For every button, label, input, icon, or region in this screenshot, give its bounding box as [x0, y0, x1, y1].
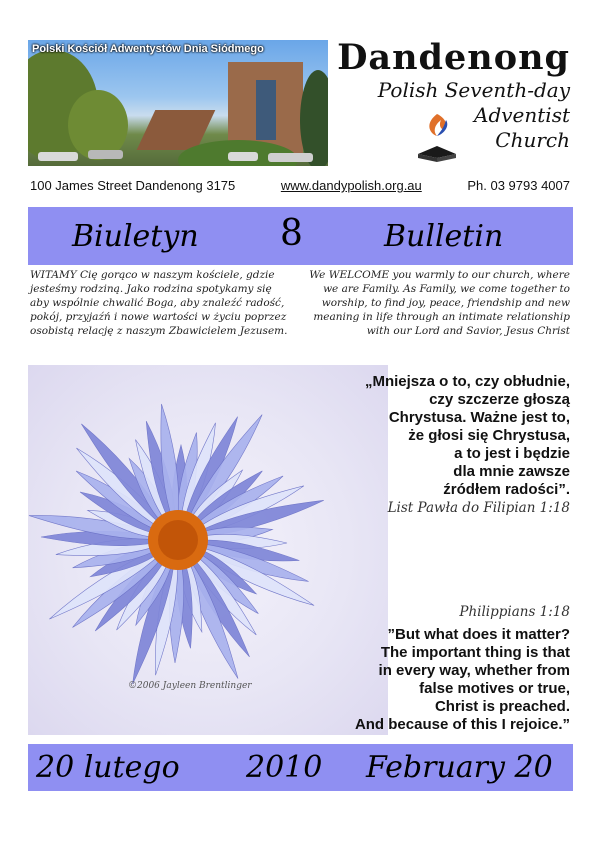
date-year: 2010 [246, 750, 323, 785]
quote-english [320, 626, 570, 734]
phone: Ph. 03 9793 4007 [467, 178, 570, 193]
date-en: February 20 [366, 750, 553, 785]
adventist-logo-icon [414, 110, 460, 168]
welcome-text-pl: WITAMY Cię gorąco w naszym kościele, gdzie jesteśmy rodziną. Jako rodzina spotykamy się aby wspólnie chwalić Boga, aby znaleźć radość, pokój, przyjaźń i nowe wartości w życiu poprzez osobistą relację z naszym Zbawicielem Jezusem. [30, 269, 288, 337]
title-line-2: Adventist [474, 103, 570, 127]
website-link[interactable]: www.dandypolish.org.au [280, 178, 422, 193]
date-pl: 20 lutego [36, 750, 180, 785]
contact-bar [30, 178, 570, 193]
quote-line: „Mniejsza o to, czy obłudnie, [364, 373, 570, 390]
bulletin-number: 8 [280, 213, 303, 254]
title-line-3: Church [495, 128, 570, 152]
church-photo [28, 40, 328, 166]
quote-line: źródłem radości”. [443, 481, 570, 498]
quote-polish [320, 373, 570, 499]
quote-line: a to jest i będzie [454, 445, 570, 462]
address: 100 James Street Dandenong 3175 [30, 178, 236, 193]
quote-line: ”But what does it matter? [387, 626, 570, 643]
bulletin-banner [28, 207, 573, 265]
photo-caption: Polski Kościół Adwentystów Dnia Siódmego [32, 43, 264, 55]
quote-line: Christ is preached. [434, 698, 570, 715]
quote-line: dla mnie zawsze [453, 463, 570, 480]
quote-reference-pl: List Pawła do Filipian 1:18 [387, 500, 570, 516]
quote-line: false motives or true, [419, 680, 570, 697]
quote-line: And because of this I rejoice.” [354, 716, 570, 733]
date-banner [28, 744, 573, 791]
welcome-text-en: We WELCOME you warmly to our church, where we are Family. As Family, we come together to worship, to find joy, peace, friendship and new meaning in life through an intimate relationship with our Lord and Savior, Jesus Christ [309, 269, 570, 337]
quote-line: The important thing is that [380, 644, 570, 661]
bulletin-label-pl: Biuletyn [72, 219, 199, 254]
title-line-1: Polish Seventh-day [377, 78, 570, 102]
quote-line: in every way, whether from [378, 662, 570, 679]
quote-line: czy szczerze głoszą [429, 391, 570, 408]
bulletin-label-en: Bulletin [384, 219, 504, 254]
quote-line: że głosi się Chrystusa, [408, 427, 570, 444]
image-credit: ©2006 Jayleen Brentlinger [128, 681, 252, 691]
title-main: Dandenong [337, 37, 570, 78]
quote-line: Chrystusa. Ważne jest to, [388, 409, 570, 426]
quote-reference-en: Philippians 1:18 [459, 604, 570, 620]
